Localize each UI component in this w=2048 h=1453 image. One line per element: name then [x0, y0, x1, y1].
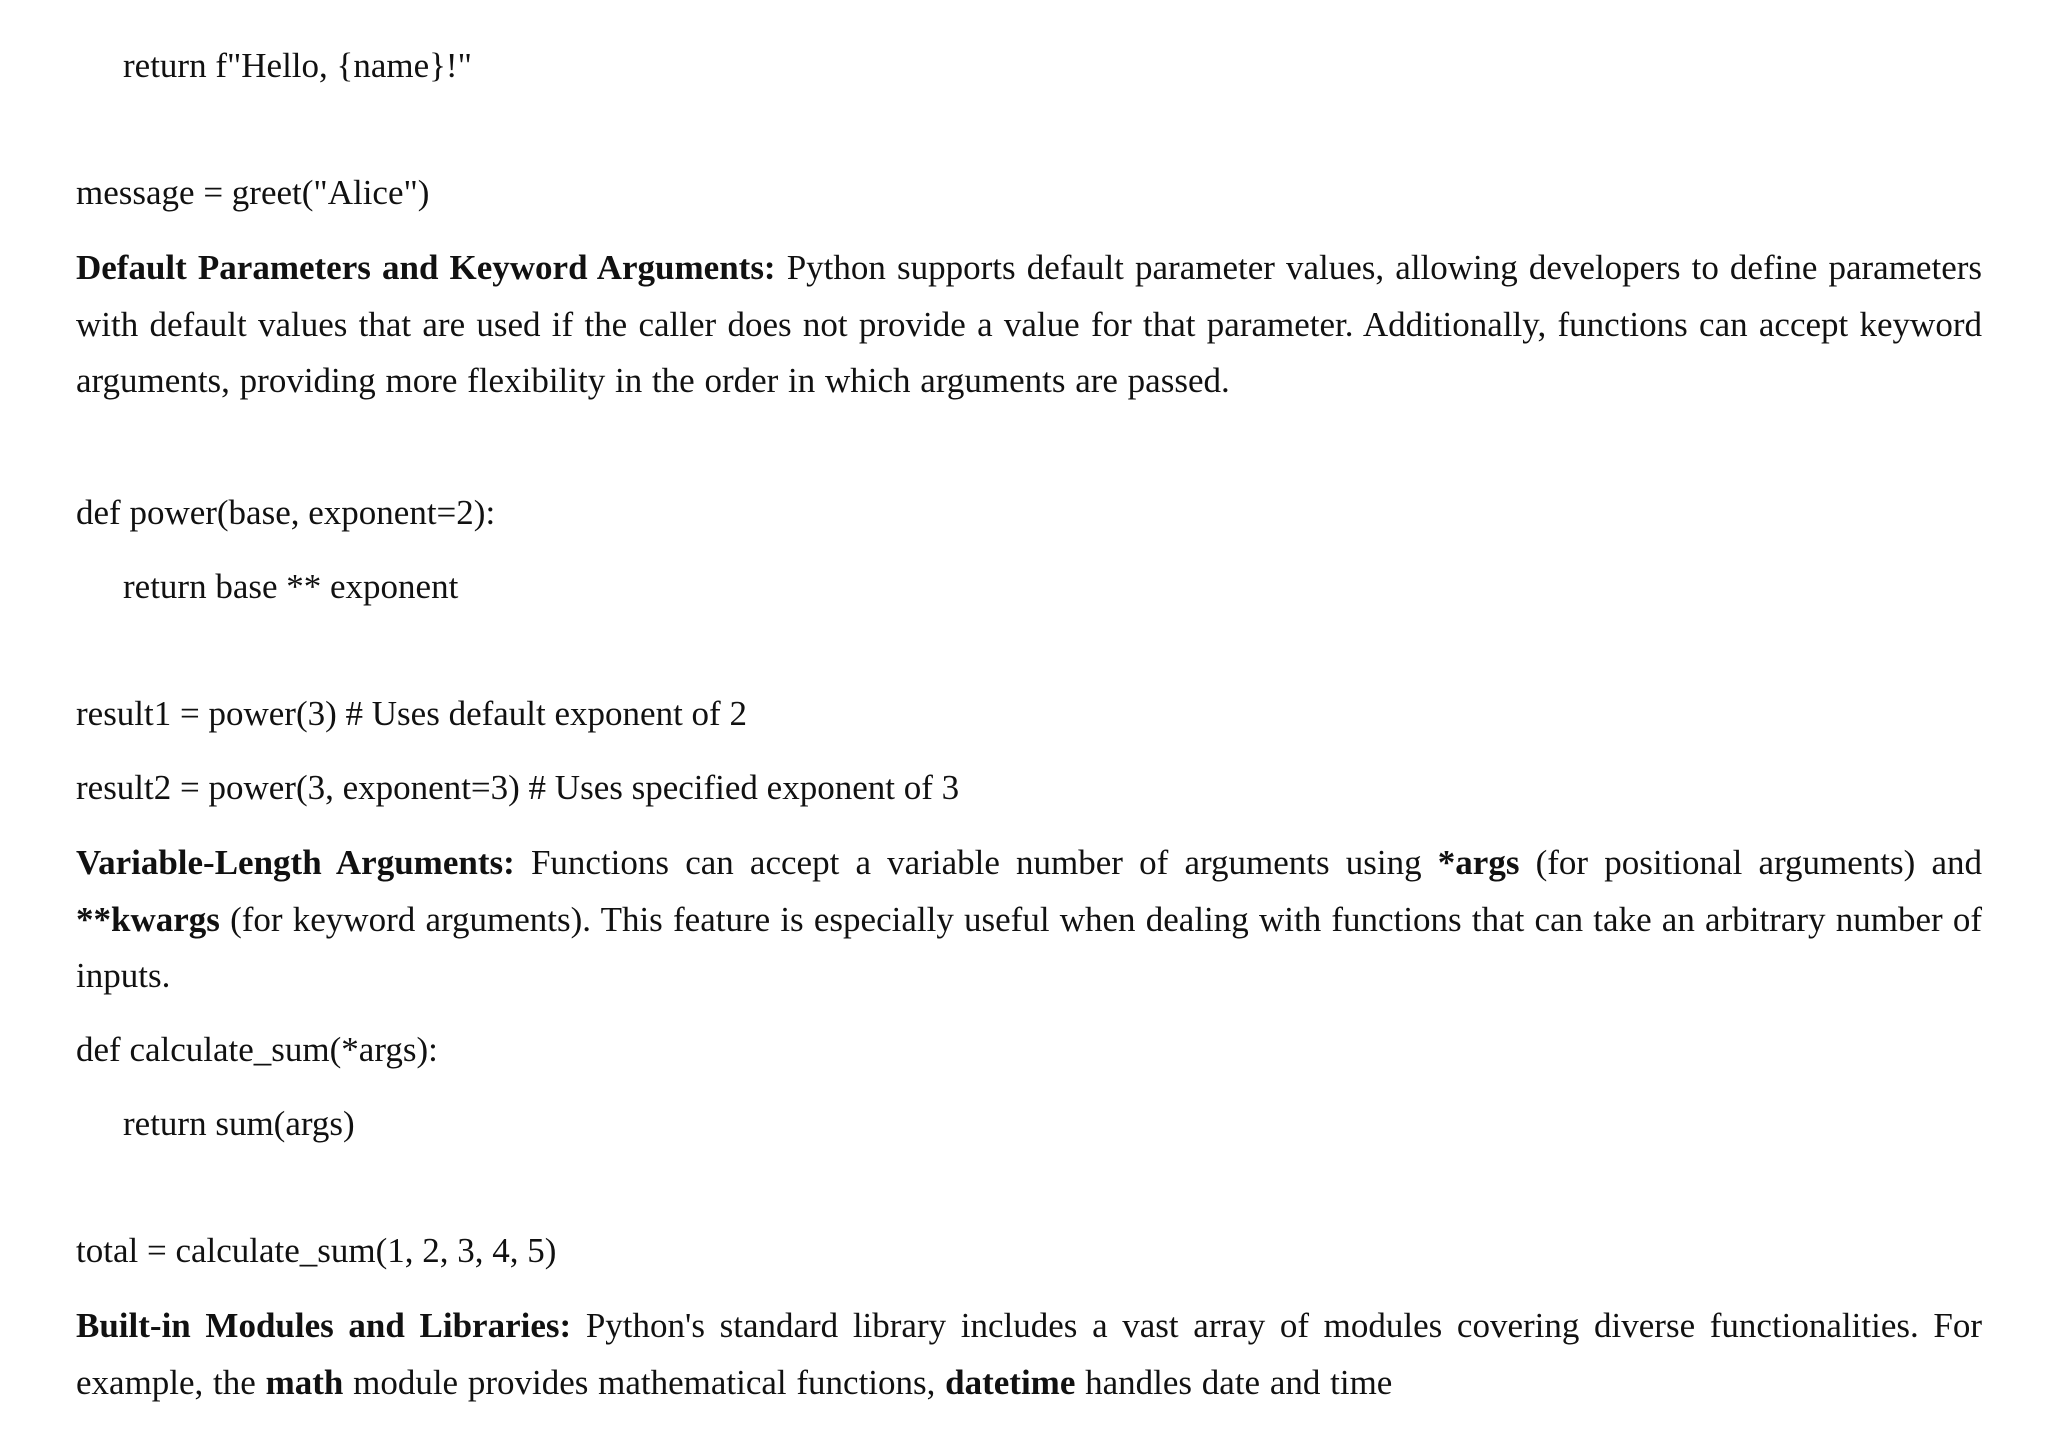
inline-term: datetime [945, 1362, 1076, 1402]
inline-term: *args [1437, 843, 1520, 882]
paragraph-heading: Default Parameters and Keyword Arguments: [76, 248, 776, 287]
inline-term: **kwargs [76, 899, 220, 939]
code-line: result2 = power(3, exponent=3) # Uses specified exponent of 3 [76, 768, 960, 807]
code-line: return f"Hello, {name}!" [123, 46, 472, 85]
paragraph-body: module provides mathematical functions, [353, 1362, 936, 1402]
paragraph-heading: Variable-Length Arguments: [76, 843, 515, 882]
paragraph-built-in-modules [76, 1298, 1982, 1411]
paragraph-variable-length-arguments [76, 835, 1982, 1005]
code-line: def calculate_sum(*args): [76, 1030, 438, 1069]
paragraph-default-parameters [76, 240, 1982, 410]
inline-term: math [265, 1362, 344, 1402]
paragraph-body: (for keyword arguments). This feature is especially useful when dealing with functions that can take an arbitrary number of inputs. [76, 899, 1982, 995]
paragraph-heading: Built-in Modules and Libraries: [76, 1306, 572, 1345]
code-line: return sum(args) [123, 1104, 355, 1143]
paragraph-body: handles date and time [1085, 1362, 1393, 1402]
code-line: def power(base, exponent=2): [76, 493, 496, 532]
paragraph-body: Python's standard library includes a vast array of modules covering diverse functionalities. For example, the [76, 1306, 1983, 1402]
code-line: return base ** exponent [123, 567, 459, 606]
code-line: total = calculate_sum(1, 2, 3, 4, 5) [76, 1231, 557, 1270]
paragraph-body: (for positional arguments) and [1535, 843, 1982, 882]
paragraph-body: Functions can accept a variable number of arguments using [530, 843, 1422, 882]
code-line: result1 = power(3) # Uses default exponent of 2 [76, 694, 747, 733]
code-line: message = greet("Alice") [76, 173, 430, 212]
paragraph-body: Python supports default parameter values, allowing developers to define parameters with default values that are used if the caller does not provide a value for that parameter. Additionally, functions can accept keyword arguments, providing more flexibility in the order in which arguments are passed. [76, 248, 1982, 400]
